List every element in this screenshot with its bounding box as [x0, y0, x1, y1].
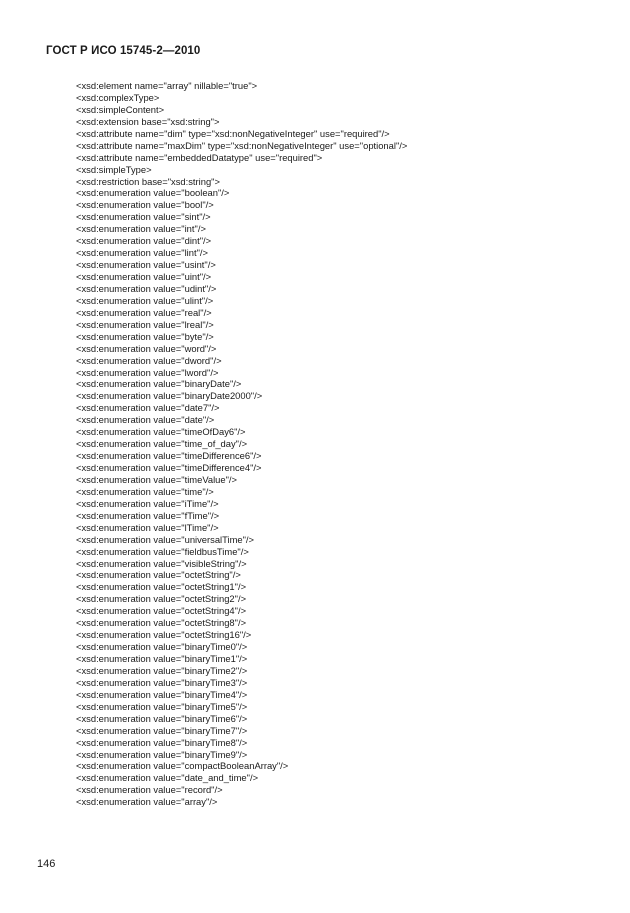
code-line: <xsd:restriction base="xsd:string">: [76, 175, 220, 187]
code-line: <xsd:enumeration value="sint"/>: [76, 211, 211, 223]
code-line: <xsd:enumeration value="record"/>: [76, 784, 223, 796]
document-header: ГОСТ Р ИСО 15745-2—2010: [46, 45, 201, 57]
code-line: <xsd:enumeration value="fieldbusTime"/>: [76, 545, 249, 557]
code-line: <xsd:enumeration value="lint"/>: [76, 247, 208, 259]
code-line: <xsd:enumeration value="date7"/>: [76, 402, 220, 414]
code-line: <xsd:enumeration value="universalTime"/>: [76, 533, 255, 545]
code-line: <xsd:enumeration value="dword"/>: [76, 354, 222, 366]
code-line: <xsd:enumeration value="timeDifference6"/>: [76, 450, 262, 462]
code-line: <xsd:enumeration value="lreal"/>: [76, 318, 214, 330]
code-line: <xsd:enumeration value="timeOfDay6"/>: [76, 426, 246, 438]
code-line: <xsd:extension base="xsd:string">: [76, 115, 220, 127]
code-line: <xsd:enumeration value="binaryTime0"/>: [76, 641, 248, 653]
code-line: <xsd:enumeration value="binaryTime4"/>: [76, 688, 248, 700]
code-line: <xsd:simpleType>: [76, 163, 152, 175]
code-line: <xsd:enumeration value="binaryTime2"/>: [76, 664, 248, 676]
code-line: <xsd:enumeration value="array"/>: [76, 796, 218, 808]
code-line: <xsd:attribute name="dim" type="xsd:nonNegativeInteger" use="required"/>: [76, 127, 390, 139]
code-line: <xsd:enumeration value="fTime"/>: [76, 509, 220, 521]
code-line: <xsd:element name="array" nillable="true">: [76, 80, 258, 91]
code-line: <xsd:enumeration value="octetString2"/>: [76, 593, 247, 605]
code-line: <xsd:enumeration value="int"/>: [76, 223, 206, 235]
code-line: <xsd:enumeration value="octetString4"/>: [76, 605, 247, 617]
code-line: <xsd:enumeration value="binaryDate"/>: [76, 378, 242, 390]
code-line: <xsd:enumeration value="boolean"/>: [76, 187, 230, 199]
code-line: <xsd:enumeration value="byte"/>: [76, 330, 214, 342]
code-line: <xsd:enumeration value="binaryTime6"/>: [76, 712, 248, 724]
code-line: <xsd:enumeration value="binaryTime5"/>: [76, 700, 248, 712]
code-line: <xsd:enumeration value="dint"/>: [76, 235, 212, 247]
code-line: <xsd:attribute name="maxDim" type="xsd:nonNegativeInteger" use="optional"/>: [76, 139, 408, 151]
code-line: <xsd:enumeration value="binaryTime7"/>: [76, 724, 248, 736]
code-line: <xsd:enumeration value="iTime"/>: [76, 497, 219, 509]
code-line: <xsd:enumeration value="visibleString"/>: [76, 557, 247, 569]
code-line: <xsd:simpleContent>: [76, 103, 165, 115]
code-line: <xsd:enumeration value="udint"/>: [76, 282, 217, 294]
code-line: <xsd:enumeration value="date"/>: [76, 414, 215, 426]
page-number: 146: [37, 858, 56, 870]
code-line: <xsd:enumeration value="octetString16"/>: [76, 629, 252, 641]
code-line: <xsd:enumeration value="word"/>: [76, 342, 217, 354]
code-line: <xsd:enumeration value="lTime"/>: [76, 521, 219, 533]
code-line: <xsd:enumeration value="bool"/>: [76, 199, 214, 211]
code-line: <xsd:attribute name="embeddedDatatype" use="required">: [76, 151, 323, 163]
code-line: <xsd:enumeration value="time_of_day"/>: [76, 438, 248, 450]
code-line: <xsd:enumeration value="octetString1"/>: [76, 581, 247, 593]
code-line: <xsd:enumeration value="uint"/>: [76, 271, 212, 282]
code-line: <xsd:enumeration value="time"/>: [76, 485, 214, 497]
code-line: <xsd:enumeration value="binaryTime8"/>: [76, 736, 248, 748]
code-line: <xsd:enumeration value="binaryTime1"/>: [76, 653, 248, 664]
code-line: <xsd:enumeration value="real"/>: [76, 306, 212, 318]
code-line: <xsd:enumeration value="timeDifference4"/>: [76, 462, 262, 473]
code-line: <xsd:enumeration value="timeValue"/>: [76, 473, 238, 485]
code-line: <xsd:enumeration value="date_and_time"/>: [76, 772, 259, 784]
code-line: <xsd:enumeration value="compactBooleanArray"/>: [76, 760, 289, 772]
xml-code-block: [76, 80, 407, 808]
code-line: <xsd:enumeration value="binaryTime9"/>: [76, 748, 248, 760]
code-line: <xsd:complexType>: [76, 91, 160, 103]
code-line: <xsd:enumeration value="octetString"/>: [76, 569, 241, 581]
code-line: <xsd:enumeration value="lword"/>: [76, 366, 219, 378]
code-line: <xsd:enumeration value="binaryDate2000"/>: [76, 390, 263, 402]
code-line: <xsd:enumeration value="octetString8"/>: [76, 617, 247, 629]
code-line: <xsd:enumeration value="binaryTime3"/>: [76, 676, 248, 688]
code-line: <xsd:enumeration value="usint"/>: [76, 259, 216, 271]
code-line: <xsd:enumeration value="ulint"/>: [76, 294, 214, 306]
